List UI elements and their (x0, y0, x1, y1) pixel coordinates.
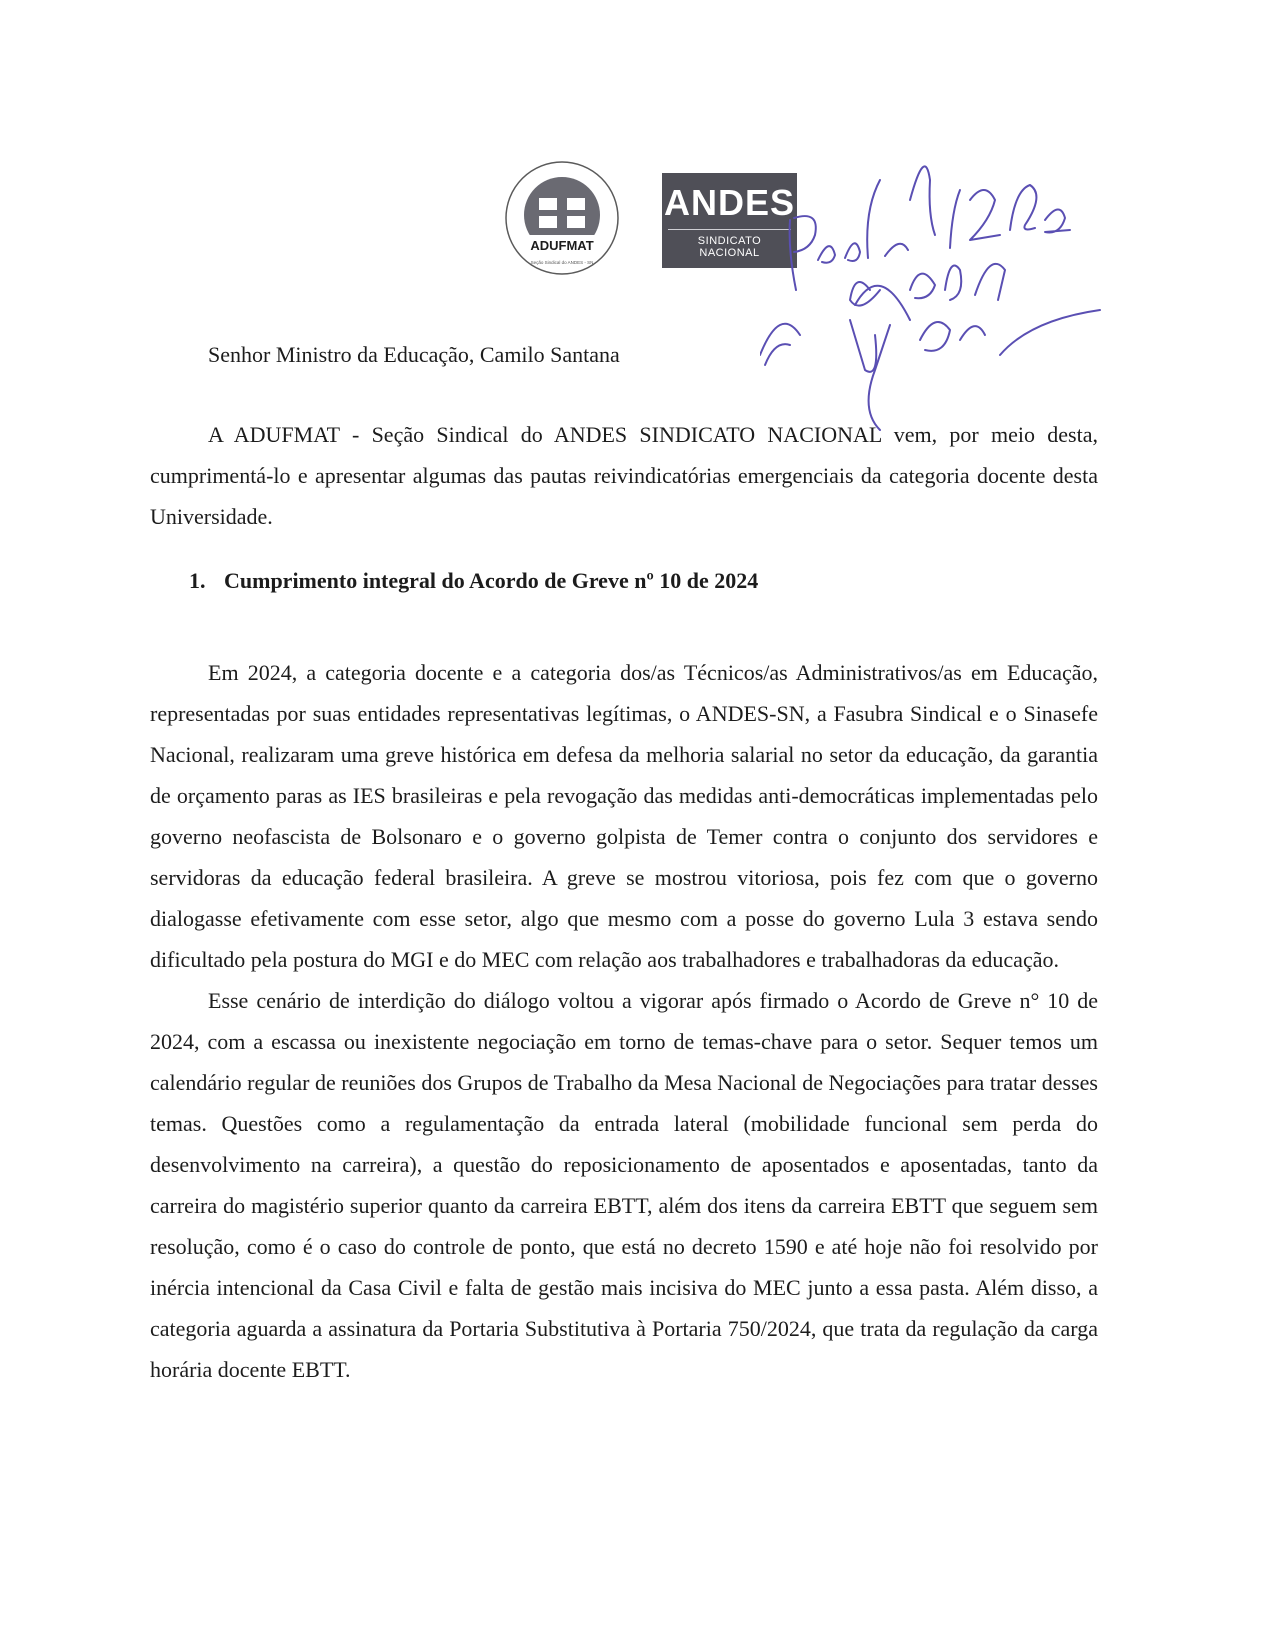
section-heading (189, 568, 758, 594)
andes-logo-subtitle: SINDICATO NACIONAL (668, 229, 791, 259)
body-paragraph: Esse cenário de interdição do diálogo voltou a vigorar após firmado o Acordo de Greve n° 10 de 2024, com a escassa ou inexistente negociação em torno de temas-chave para o setor. Sequer temos um calendário regular de reuniões dos Grupos de Trabalho da Mesa Nacional de Negociações para tratar desses temas. Questões como a regulamentação da entrada lateral (mobilidade funcional sem perda do desenvolvimento na carreira), a questão do reposicionamento de aposentados e aposentadas, tanto da carreira do magistério superior quanto da carreira EBTT, além dos itens da carreira EBTT que seguem sem resolução, como é o caso do controle de ponto, que está no decreto 1590 e até hoje não foi resolvido por inércia intencional da Casa Civil e falta de gestão mais incisiva do MEC junto a essa pasta. Além disso, a categoria aguarda a assinatura da Portaria Substitutiva à Portaria 750/2024, que trata da regulação da carga horária docente EBTT. (150, 988, 1098, 1382)
andes-logo-name: ANDES (663, 182, 796, 223)
body-paragraph: Em 2024, a categoria docente e a categoria dos/as Técnicos/as Administrativos/as em Educação, representadas por suas entidades representativas legítimas, o ANDES-SN, a Fasubra Sindical e o Sinasefe Nacional, realizaram uma greve histórica em defesa da melhoria salarial no setor da educação, da garantia de orçamento paras as IES brasileiras e pela revogação das medidas anti-democráticas implementadas pelo governo neofascista de Bolsonaro e o governo golpista de Temer contra o conjunto dos servidores e servidoras da educação federal brasileira. A greve se mostrou vitoriosa, pois fez com que o governo dialogasse efetivamente com esse setor, algo que mesmo com a posse do governo Lula 3 estava sendo dificultado pela postura do MGI e do MEC com relação aos trabalhadores e trabalhadoras da educação. (150, 660, 1098, 972)
adufmat-logo-subtext: Seção Sindical do ANDES - SN (530, 260, 594, 265)
intro-block (150, 414, 1098, 537)
andes-logo (662, 173, 797, 268)
salutation: Senhor Ministro da Educação, Camilo Santana (208, 342, 620, 367)
adufmat-logo (495, 160, 630, 285)
header-logos (495, 160, 805, 285)
section-title: Cumprimento integral do Acordo de Greve nº 10 de 2024 (224, 568, 759, 593)
section-number: 1. (189, 568, 206, 593)
intro-paragraph: A ADUFMAT - Seção Sindical do ANDES SINDICATO NACIONAL vem, por meio desta, cumprimentá-lo e apresentar algumas das pautas reivindicatórias emergenciais da categoria docente desta Universidade. (150, 422, 1098, 529)
adufmat-logo-text: ADUFMAT (530, 238, 594, 253)
section-body (150, 652, 1098, 1390)
